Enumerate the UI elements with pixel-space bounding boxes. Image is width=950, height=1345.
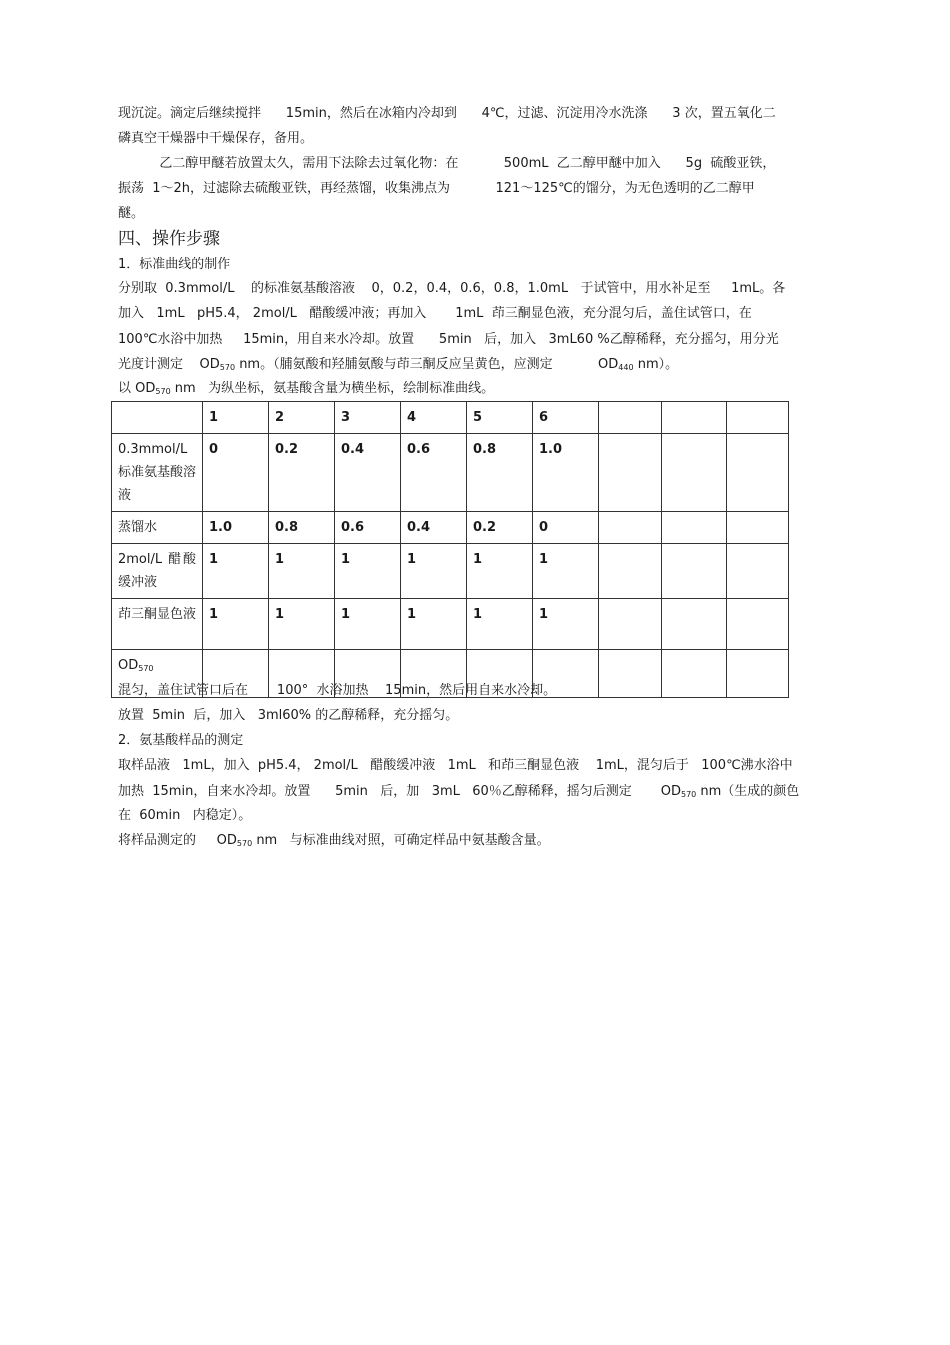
row-label: 茚三酮显色液: [112, 599, 203, 650]
table-cell: [662, 512, 727, 544]
text-span: 光度计测定 OD: [118, 357, 220, 372]
table-cell: 1: [335, 599, 401, 650]
step1-title: 1．标准曲线的制作: [118, 257, 231, 272]
table-cell: 0: [203, 434, 269, 512]
row-label: 2mol/L 醋酸缓冲液: [112, 544, 203, 599]
step2-line: 取样品液 1mL，加入 pH5.4， 2mol/L 醋酸缓冲液 1mL 和茚三酮显色液 1mL，混匀后于 100℃沸水浴中: [118, 758, 793, 773]
step1-line: 分别取 0.3mmol/L 的标准氨基酸溶液 0，0.2，0.4，0.6，0.8，1.0mL 于试管中，用水补足至 1mL。各: [118, 281, 786, 296]
row-label: 蒸馏水: [112, 512, 203, 544]
table-cell: [662, 544, 727, 599]
table-cell: 0.2: [467, 512, 533, 544]
table-cell: [599, 512, 662, 544]
table-cell: [727, 650, 789, 698]
table-cell: 1: [467, 544, 533, 599]
section-heading: 四、操作步骤: [118, 229, 220, 249]
table-row: [112, 434, 789, 512]
text-span: 以 OD: [118, 381, 156, 396]
table-row: [112, 512, 789, 544]
step1-line: [118, 381, 494, 400]
table-cell: [727, 512, 789, 544]
subscript: 570: [680, 790, 697, 799]
table-cell: [662, 650, 727, 698]
table-cell: 0.4: [401, 512, 467, 544]
table-cell: 1: [467, 599, 533, 650]
table-header-cell: 1: [203, 402, 269, 434]
text-span: 加热 15min，自来水冷却。放置 5min 后，加 3mL 60％乙醇稀释，摇匀后测定 OD: [118, 784, 681, 799]
table-cell: 1.0: [533, 434, 599, 512]
table-row: [112, 544, 789, 599]
table-cell: [599, 402, 662, 434]
text-span: nm）。: [633, 357, 679, 372]
table-cell: 0.8: [467, 434, 533, 512]
table-cell: [727, 544, 789, 599]
text-span: 将样品测定的 OD: [118, 833, 237, 848]
step1-line: 100℃水浴中加热 15min，用自来水冷却。放置 5min 后，加入 3mL60 %乙醇稀释，充分摇匀，用分光: [118, 332, 779, 347]
table-header-cell: 5: [467, 402, 533, 434]
standard-curve-table: [111, 401, 789, 698]
table-cell: 0: [533, 512, 599, 544]
table-cell: [727, 599, 789, 650]
row-label: 0.3mmol/L 标准氨基酸溶液: [112, 434, 203, 512]
table-cell: [599, 650, 662, 698]
table-cell: [662, 599, 727, 650]
paragraph-line: 振荡 1～2h，过滤除去硫酸亚铁，再经蒸馏，收集沸点为 121～125℃的馏分，为无色透明的乙二醇甲: [118, 181, 755, 196]
table-cell: 1.0: [203, 512, 269, 544]
table-cell: 1: [533, 599, 599, 650]
table-cell: [727, 402, 789, 434]
table-cell: [662, 434, 727, 512]
subscript: 570: [138, 664, 154, 673]
table-cell: 1: [401, 544, 467, 599]
table-cell: 1: [335, 544, 401, 599]
table-header-row: [112, 402, 789, 434]
subscript: 440: [618, 363, 634, 372]
table-cell: [662, 402, 727, 434]
step2-line: [118, 784, 799, 803]
table-header-cell: 2: [269, 402, 335, 434]
step2-title: 2．氨基酸样品的测定: [118, 733, 244, 748]
table-cell: [599, 599, 662, 650]
table-cell: [727, 434, 789, 512]
step2-line: [118, 833, 550, 852]
table-row: [112, 599, 789, 650]
text-span: nm 为纵坐标，氨基酸含量为横坐标，绘制标准曲线。: [170, 381, 495, 396]
subscript: 570: [219, 363, 236, 372]
table-cell: [599, 434, 662, 512]
table-header-cell: 4: [401, 402, 467, 434]
table-cell: 1: [533, 544, 599, 599]
table-cell: 0.2: [269, 434, 335, 512]
subscript: 570: [155, 387, 171, 396]
table-cell: 1: [203, 544, 269, 599]
paragraph-line: 醚。: [118, 206, 145, 221]
after-table-line: 放置 5min 后，加入 3ml60% 的乙醇稀释，充分摇匀。: [118, 708, 459, 723]
table-cell: 1: [269, 544, 335, 599]
table-header-cell: 6: [533, 402, 599, 434]
step1-line: 加入 1mL pH5.4， 2mol/L 醋酸缓冲液；再加入 1mL 茚三酮显色液，充分混匀后，盖住试管口，在: [118, 306, 752, 321]
paragraph-line: 现沉淀。滴定后继续搅拌 15min，然后在冰箱内冷却到 4℃，过滤、沉淀用冷水洗涤 3 次，置五氧化二: [118, 106, 776, 121]
subscript: 570: [236, 839, 253, 848]
step1-line: [118, 357, 678, 376]
text-span: nm（生成的颜色: [696, 784, 800, 799]
table-cell: 0.6: [401, 434, 467, 512]
table-cell: [112, 402, 203, 434]
table-cell: 0.8: [269, 512, 335, 544]
text-span: nm。（脯氨酸和羟脯氨酸与茚三酮反应呈黄色，应测定 OD: [235, 357, 619, 372]
paragraph-line: 乙二醇甲醚若放置太久，需用下法除去过氧化物：在 500mL 乙二醇甲醚中加入 5g 硫酸亚铁，: [118, 156, 776, 171]
table-cell: 1: [269, 599, 335, 650]
table-header-cell: 3: [335, 402, 401, 434]
step2-line: 在 60min 内稳定）。: [118, 808, 252, 823]
table-cell: [599, 544, 662, 599]
after-table-line: 混匀，盖住试管口后在 100° 水浴加热 15min，然后用自来水冷却。: [118, 683, 557, 698]
paragraph-line: 磷真空干燥器中干燥保存，备用。: [118, 131, 314, 146]
table-cell: 0.4: [335, 434, 401, 512]
text-span: nm 与标准曲线对照，可确定样品中氨基酸含量。: [252, 833, 550, 848]
text-span: OD: [118, 658, 139, 673]
table-cell: 1: [203, 599, 269, 650]
table-cell: 1: [401, 599, 467, 650]
table-cell: 0.6: [335, 512, 401, 544]
